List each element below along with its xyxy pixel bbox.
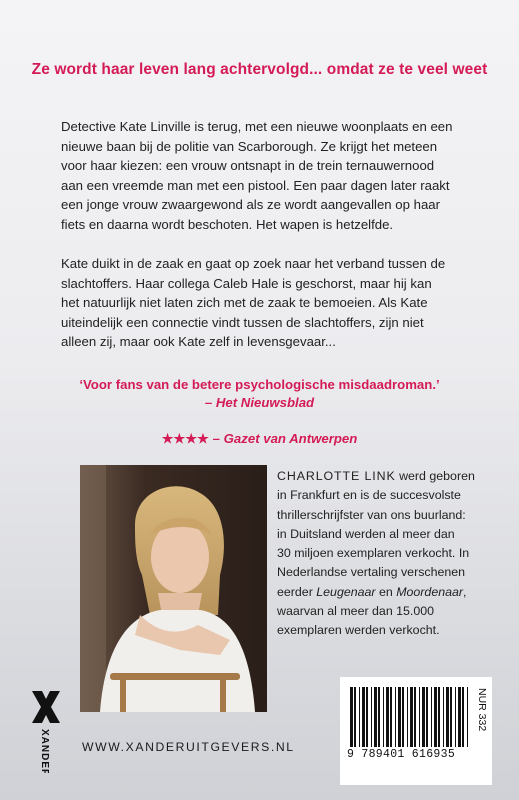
tagline: Ze wordt haar leven lang achtervolgd... omdat ze te veel weet <box>31 61 488 78</box>
book-title: Leugenaar <box>316 584 376 599</box>
barcode-bar <box>419 687 420 747</box>
bio-text: en <box>375 584 397 599</box>
blurb-line: een jonge vrouw zwaargewond als ze wordt aangevallen op haar <box>61 197 441 213</box>
barcode-bar <box>458 687 461 747</box>
publisher-website[interactable]: WWW.XANDERUITGEVERS.NL <box>82 740 295 754</box>
blurb-line: uiteindelijk een connectie vindt tussen de slachtoffers, zijn niet <box>61 314 424 330</box>
barcode-bar <box>374 687 377 747</box>
barcode-bar <box>378 687 380 747</box>
barcode-bar <box>410 687 413 747</box>
barcode-bar <box>414 687 416 747</box>
barcode-bar <box>422 687 425 747</box>
barcode-box <box>340 677 492 785</box>
review-source: – Het Nieuwsblad <box>204 395 315 410</box>
bio-line: in Frankfurt en is de succesvolste <box>277 488 461 503</box>
barcode-bar <box>359 687 360 747</box>
barcode-bar <box>407 687 408 747</box>
barcode-bar <box>438 687 440 747</box>
review-rating-gazet <box>0 430 519 448</box>
star-rating: ★★★★ <box>161 431 209 446</box>
author-photo <box>80 465 267 712</box>
barcode <box>340 677 492 785</box>
nur-code: NUR 332 <box>476 688 488 732</box>
barcode-bar <box>362 687 365 747</box>
blurb-line: fiets en daarna wordt beschoten. Het wapen is hetzelfde. <box>61 216 394 232</box>
barcode-bar <box>398 687 401 747</box>
bio-line: waarvan al meer dan 15.000 <box>277 604 435 619</box>
barcode-bar <box>434 687 437 747</box>
barcode-bar <box>383 687 384 747</box>
bio-line: in Duitsland werden al meer dan <box>277 526 455 541</box>
book-title: Moordenaar <box>396 584 464 599</box>
barcode-bar <box>395 687 396 747</box>
barcode-bar <box>450 687 452 747</box>
bio-line: Nederlandse vertaling verschenen <box>277 565 466 580</box>
barcode-bar <box>354 687 356 747</box>
barcode-bar <box>426 687 428 747</box>
barcode-bar <box>446 687 449 747</box>
bio-text: , <box>463 584 467 599</box>
barcode-bar <box>431 687 432 747</box>
barcode-bar <box>462 687 464 747</box>
blurb-line: nieuwe baan bij de politie van Scarborough. Ze krijgt het meteen <box>61 138 438 154</box>
bio-line: 30 miljoen exemplaren verkocht. In <box>277 546 470 561</box>
review-source: – Gazet van Antwerpen <box>212 431 358 446</box>
logo-text: XANDER <box>39 729 50 773</box>
blurb-line: Detective Kate Linville is terug, met een nieuwe woonplaats en een <box>61 119 453 134</box>
blurb-line: voor haar kiezen: een vrouw ontsnapt in de trein ternauwernood <box>61 158 435 174</box>
blurb-paragraph-1 <box>61 117 463 235</box>
bio-text: werd geboren <box>395 469 475 483</box>
isbn-digits: 9 789401 616935 <box>347 748 456 761</box>
author-name: CHARLOTTE LINK <box>277 469 396 483</box>
bio-line: thrillerschrijfster van ons buurland: <box>277 507 466 522</box>
review-quote-text: ‘Voor fans van de betere psychologische misdaadroman.’ <box>79 377 440 392</box>
blurb-paragraph-2 <box>61 254 463 352</box>
barcode-bar <box>402 687 404 747</box>
barcode-bar <box>455 687 456 747</box>
blurb-line: alleen zij, maar ook Kate zelf in levensgevaar... <box>61 334 336 350</box>
author-bio <box>277 467 503 641</box>
blurb-line: aan een vreemde man met een pistool. Een paar dagen later raakt <box>61 177 450 193</box>
xander-logo <box>30 689 62 773</box>
review-quote-nieuwsblad <box>0 376 519 412</box>
barcode-bar <box>350 687 353 747</box>
barcode-bar <box>467 687 468 747</box>
barcode-bar <box>386 687 389 747</box>
blurb-line: Kate duikt in de zaak en gaat op zoek naar het verband tussen de <box>61 256 446 271</box>
barcode-bar <box>390 687 392 747</box>
bio-text: eerder <box>277 584 317 599</box>
bio-line: exemplaren werden verkocht. <box>277 623 440 638</box>
barcode-bar <box>443 687 444 747</box>
barcode-bar <box>366 687 368 747</box>
blurb-line: slachtoffers. Haar collega Caleb Hale is geschorst, maar hij kan <box>61 275 432 291</box>
barcode-bar <box>371 687 372 747</box>
blurb-line: het natuurlijk niet laten zich met de zaak te bemoeien. Als Kate <box>61 295 428 311</box>
